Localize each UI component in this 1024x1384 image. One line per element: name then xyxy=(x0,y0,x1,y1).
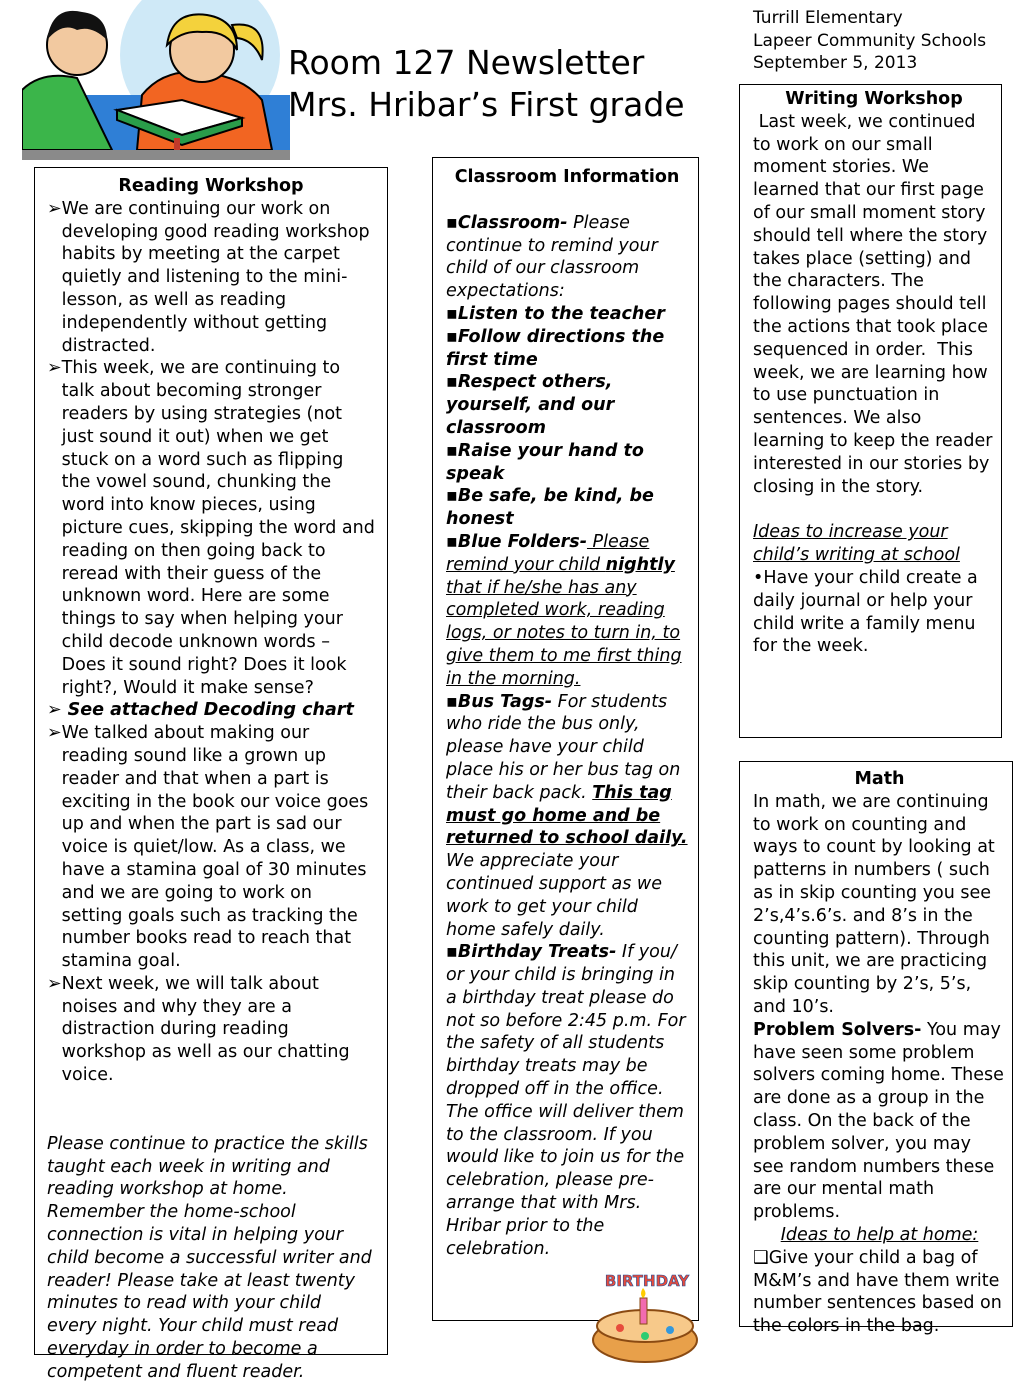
bus-tags-note: ▪Bus Tags- For students who ride the bus only, please have your child place his or her bus tag on their back pack. This tag must go home and be returned to school daily. We appreciate your continued support as we work to get your child home safely daily. xyxy=(446,691,688,940)
math-heading: Math xyxy=(854,769,905,789)
blue-folders-note: ▪Blue Folders- Please remind your child nightly that if he/she has any completed work, reading logs, or notes to turn in, to give them to me first thing in the morning. xyxy=(446,531,682,689)
square-bullet-icon: ▪ xyxy=(446,942,458,963)
list-item xyxy=(47,973,375,1087)
bullet-icon: • xyxy=(753,567,764,588)
square-bullet-icon: ▪ xyxy=(446,531,458,552)
reading-item: Next week, we will talk about noises and why they are a distraction during reading workshop as well as our chatting voice. xyxy=(61,973,350,1086)
math-section xyxy=(739,761,1013,1337)
list-item: ▪Follow directions the first time xyxy=(446,326,665,370)
list-item xyxy=(47,722,375,973)
newsletter-date: September 5, 2013 xyxy=(753,53,918,73)
list-item: ▪Respect others, yourself, and our classroom xyxy=(446,372,615,438)
reading-item: This week, we are continuing to talk about becoming stronger readers by using strategies (not just sound it out) when we get stuck on a word such as flipping the vowel sound, chunking the word into know pieces, using picture cues, skipping the word and reading on then going back to reread with their guess of the unknown word. Here are some things to say when helping your child decode unknown words – Does it sound right? Does it look right?, Would it make sense? xyxy=(61,358,375,698)
list-item xyxy=(47,198,375,358)
checkbox-bullet-icon: ❑ xyxy=(753,1247,769,1268)
list-item: ▪Listen to the teacher xyxy=(446,303,665,324)
list-item xyxy=(47,357,375,699)
math-ideas-heading: Ideas to help at home: xyxy=(780,1224,979,1245)
list-item: ▪Raise your hand to speak xyxy=(446,440,644,484)
writing-body: Last week, we continued to work on our small moment stories. We learned that our first page of our small moment story should tell where the story takes place (setting) and the characters. The following pages should tell the actions that took place sequenced in order. This week, we are learning how to use punctuation in sentences. We also learning to keep the reader interested in our stories by closing in the story. xyxy=(753,111,999,497)
problem-solvers-note: Problem Solvers- You may have seen some problem solvers coming home. These are done as a group in the class. On the back of the problem solver, you may see random numbers these are our mental math problems. xyxy=(753,1019,1004,1223)
decoding-chart-note: See attached Decoding chart xyxy=(67,700,354,721)
title-line-2: Mrs. Hribar’s First grade xyxy=(288,85,685,124)
writing-heading: Writing Workshop xyxy=(785,89,963,109)
arrow-bullet-icon: ➢ xyxy=(47,973,62,994)
children-reading-clipart xyxy=(22,0,290,160)
reading-workshop-section xyxy=(34,167,388,1382)
square-bullet-icon: ▪ xyxy=(446,486,458,507)
square-bullet-icon: ▪ xyxy=(446,326,458,347)
birthday-cake-clipart xyxy=(585,1268,710,1365)
arrow-bullet-icon: ➢ xyxy=(47,198,62,219)
reading-closing: Please continue to practice the skills taught each week in writing and reading workshop at home. Remember the home-school connection is vital in helping your child become a successful writer and reader! Please take at least twenty minutes to read with your child every night. Your child must read everyday in order to become a competent and fluent reader. xyxy=(47,1133,372,1382)
list-item xyxy=(47,699,375,722)
classroom-heading: Classroom Information xyxy=(454,167,680,187)
classroom-information-section xyxy=(432,157,699,1321)
reading-item: We are continuing our work on developing good reading workshop habits by meeting at the carpet quietly and listening to the mini-lesson, as well as reading independently without getting distracted. xyxy=(61,198,370,356)
arrow-bullet-icon: ➢ xyxy=(47,723,62,744)
arrow-bullet-icon: ➢ xyxy=(47,358,62,379)
reading-heading: Reading Workshop xyxy=(118,176,304,196)
math-body: In math, we are continuing to work on counting and ways to count by looking at patterns in numbers ( such as in skip counting you see 2’s,4’s.6’s. and 8’s in the counting pattern). Through this unit, we are practicing skip counting by 2’s, 5’s, and 10’s. xyxy=(753,791,995,1017)
title-line-1: Room 127 Newsletter xyxy=(288,43,645,82)
arrow-bullet-icon: ➢ xyxy=(47,700,62,721)
square-bullet-icon: ▪ xyxy=(446,691,458,712)
district-name: Lapeer Community Schools xyxy=(753,30,987,51)
list-item: •Have your child create a daily journal or help your child write a family menu for the week. xyxy=(753,567,978,657)
writing-ideas-heading: Ideas to increase your child’s writing at school xyxy=(753,522,960,566)
list-item: ▪Be safe, be kind, be honest xyxy=(446,486,654,530)
birthday-banner-text: BIRTHDAY xyxy=(604,1272,690,1290)
square-bullet-icon: ▪ xyxy=(446,303,458,324)
birthday-treats-note: ▪Birthday Treats- If you/ or your child is bringing in a birthday treat please do not so before 2:45 p.m. For the safety of all students birthday treats may be dropped off in the office. The office will deliver them to the classroom. If you would like to join us for the celebration, please pre-arrange that with Mrs. Hribar prior to the celebration. xyxy=(446,942,686,1259)
classroom-expectations-intro: ▪Classroom- Please continue to remind your child of our classroom expectations: xyxy=(446,212,658,302)
square-bullet-icon: ▪ xyxy=(446,372,458,393)
school-name: Turrill Elementary xyxy=(753,8,903,28)
school-info xyxy=(753,7,986,75)
list-item: ❑Give your child a bag of M&M’s and have them write number sentences based on the colors in the bag. xyxy=(753,1247,1002,1337)
reading-item: We talked about making our reading sound like a grown up reader and that when a part is exciting in the book our voice goes up and when the part is sad our voice is quiet/low. As a class, we have a stamina goal of 30 minutes and we are going to work on setting goals such as tracking the number books read to reach that stamina goal. xyxy=(61,723,369,972)
writing-workshop-section xyxy=(739,84,1002,738)
square-bullet-icon: ▪ xyxy=(446,440,458,461)
newsletter-title xyxy=(288,42,685,126)
square-bullet-icon: ▪ xyxy=(446,212,458,233)
